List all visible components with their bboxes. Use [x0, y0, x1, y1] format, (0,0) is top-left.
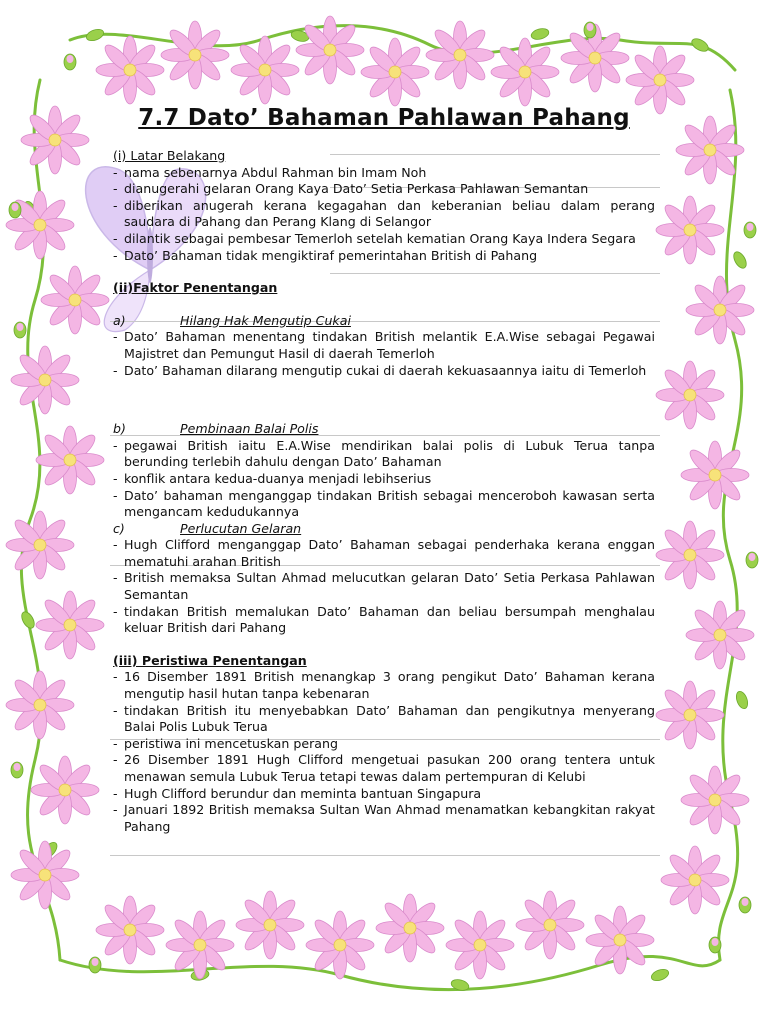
subsection-letter: b) [113, 421, 126, 437]
subsection-label: Hilang Hak Mengutip Cukai [180, 312, 351, 328]
list-item: - konflik antara kedua-duanya menjadi lebihserius [113, 471, 655, 488]
list-item: - Dato’ Bahaman dilarang mengutip cukai di daerah kekuasaannya iaitu di Temerloh [113, 363, 655, 380]
section-heading: (ii)Faktor Penentangan [113, 280, 278, 296]
list-item: - Dato’ Bahaman tidak mengiktiraf pemerintahan British di Pahang [113, 248, 655, 265]
subsection-letter: c) [113, 520, 125, 536]
list-item: - tindakan British memalukan Dato’ Bahaman dan beliau bersumpah menghalau keluar British dari Pahang [113, 604, 655, 637]
list-item: - diberikan anugerah kerana kegagahan dan keberanian beliau dalam perang saudara di Pahang dan Perang Klang di Selangor [113, 198, 655, 231]
section-peristiwa-penentangan [113, 653, 655, 836]
list-item: - British memaksa Sultan Ahmad melucutkan gelaran Dato’ Setia Perkasa Pahlawan Semantan [113, 570, 655, 603]
list-item: - nama sebenarnya Abdul Rahman bin Imam Noh [113, 165, 655, 182]
list-item: - 26 Disember 1891 Hugh Clifford mengetuai pasukan 200 orang tentera untuk menawan semula Lubuk Terua tetapi tewas dalam pertempuran di Kelubi [113, 752, 655, 785]
divider-line [110, 855, 660, 856]
section-faktor-penentangan [113, 280, 655, 637]
list-item: - Dato’ Bahaman menentang tindakan British melantik E.A.Wise sebagai Pegawai Majistret dan Pemungut Hasil di daerah Temerloh [113, 329, 655, 362]
subsection-letter: a) [113, 312, 126, 328]
list-item: - pegawai British iaitu E.A.Wise mendirikan balai polis di Lubuk Terua tanpa berunding terlebih dahulu dengan Dato’ Bahaman [113, 438, 655, 471]
page-title: 7.7 Dato’ Bahaman Pahlawan Pahang [138, 105, 630, 131]
list-item: - peristiwa ini mencetuskan perang [113, 736, 655, 753]
list-item: - dianugerahi gelaran Orang Kaya Dato’ Setia Perkasa Pahlawan Semantan [113, 181, 655, 198]
list-item: - tindakan British itu menyebabkan Dato’ Bahaman dan pengikutnya menyerang Balai Polis Lubuk Terua [113, 703, 655, 736]
subsection-b [113, 421, 655, 438]
section-heading: (iii) Peristiwa Penentangan [113, 652, 307, 668]
subsection-label: Pembinaan Balai Polis [180, 421, 319, 437]
subsection-a [113, 313, 655, 330]
subsection-label: Perlucutan Gelaran [180, 520, 302, 536]
list-item: - Dato’ bahaman menganggap tindakan British sebagai menceroboh kawasan serta mengancam kedudukannya [113, 488, 655, 521]
section-heading: (i) Latar Belakang [113, 148, 226, 163]
list-item: - Januari 1892 British memaksa Sultan Wan Ahmad menamatkan kebangkitan rakyat Pahang [113, 802, 655, 835]
list-item: - dilantik sebagai pembesar Temerloh setelah kematian Orang Kaya Indera Segara [113, 231, 655, 248]
list-item: - 16 Disember 1891 British menangkap 3 orang pengikut Dato’ Bahaman kerana mengutip hasil hutan tanpa kebenaran [113, 669, 655, 702]
subsection-c [113, 521, 655, 538]
list-item: - Hugh Clifford berundur dan meminta bantuan Singapura [113, 786, 655, 803]
list-item: - Hugh Clifford menganggap Dato’ Bahaman sebagai penderhaka kerana enggan mematuhi arahan British [113, 537, 655, 570]
section-latar-belakang [113, 148, 655, 264]
document-body [113, 104, 655, 835]
